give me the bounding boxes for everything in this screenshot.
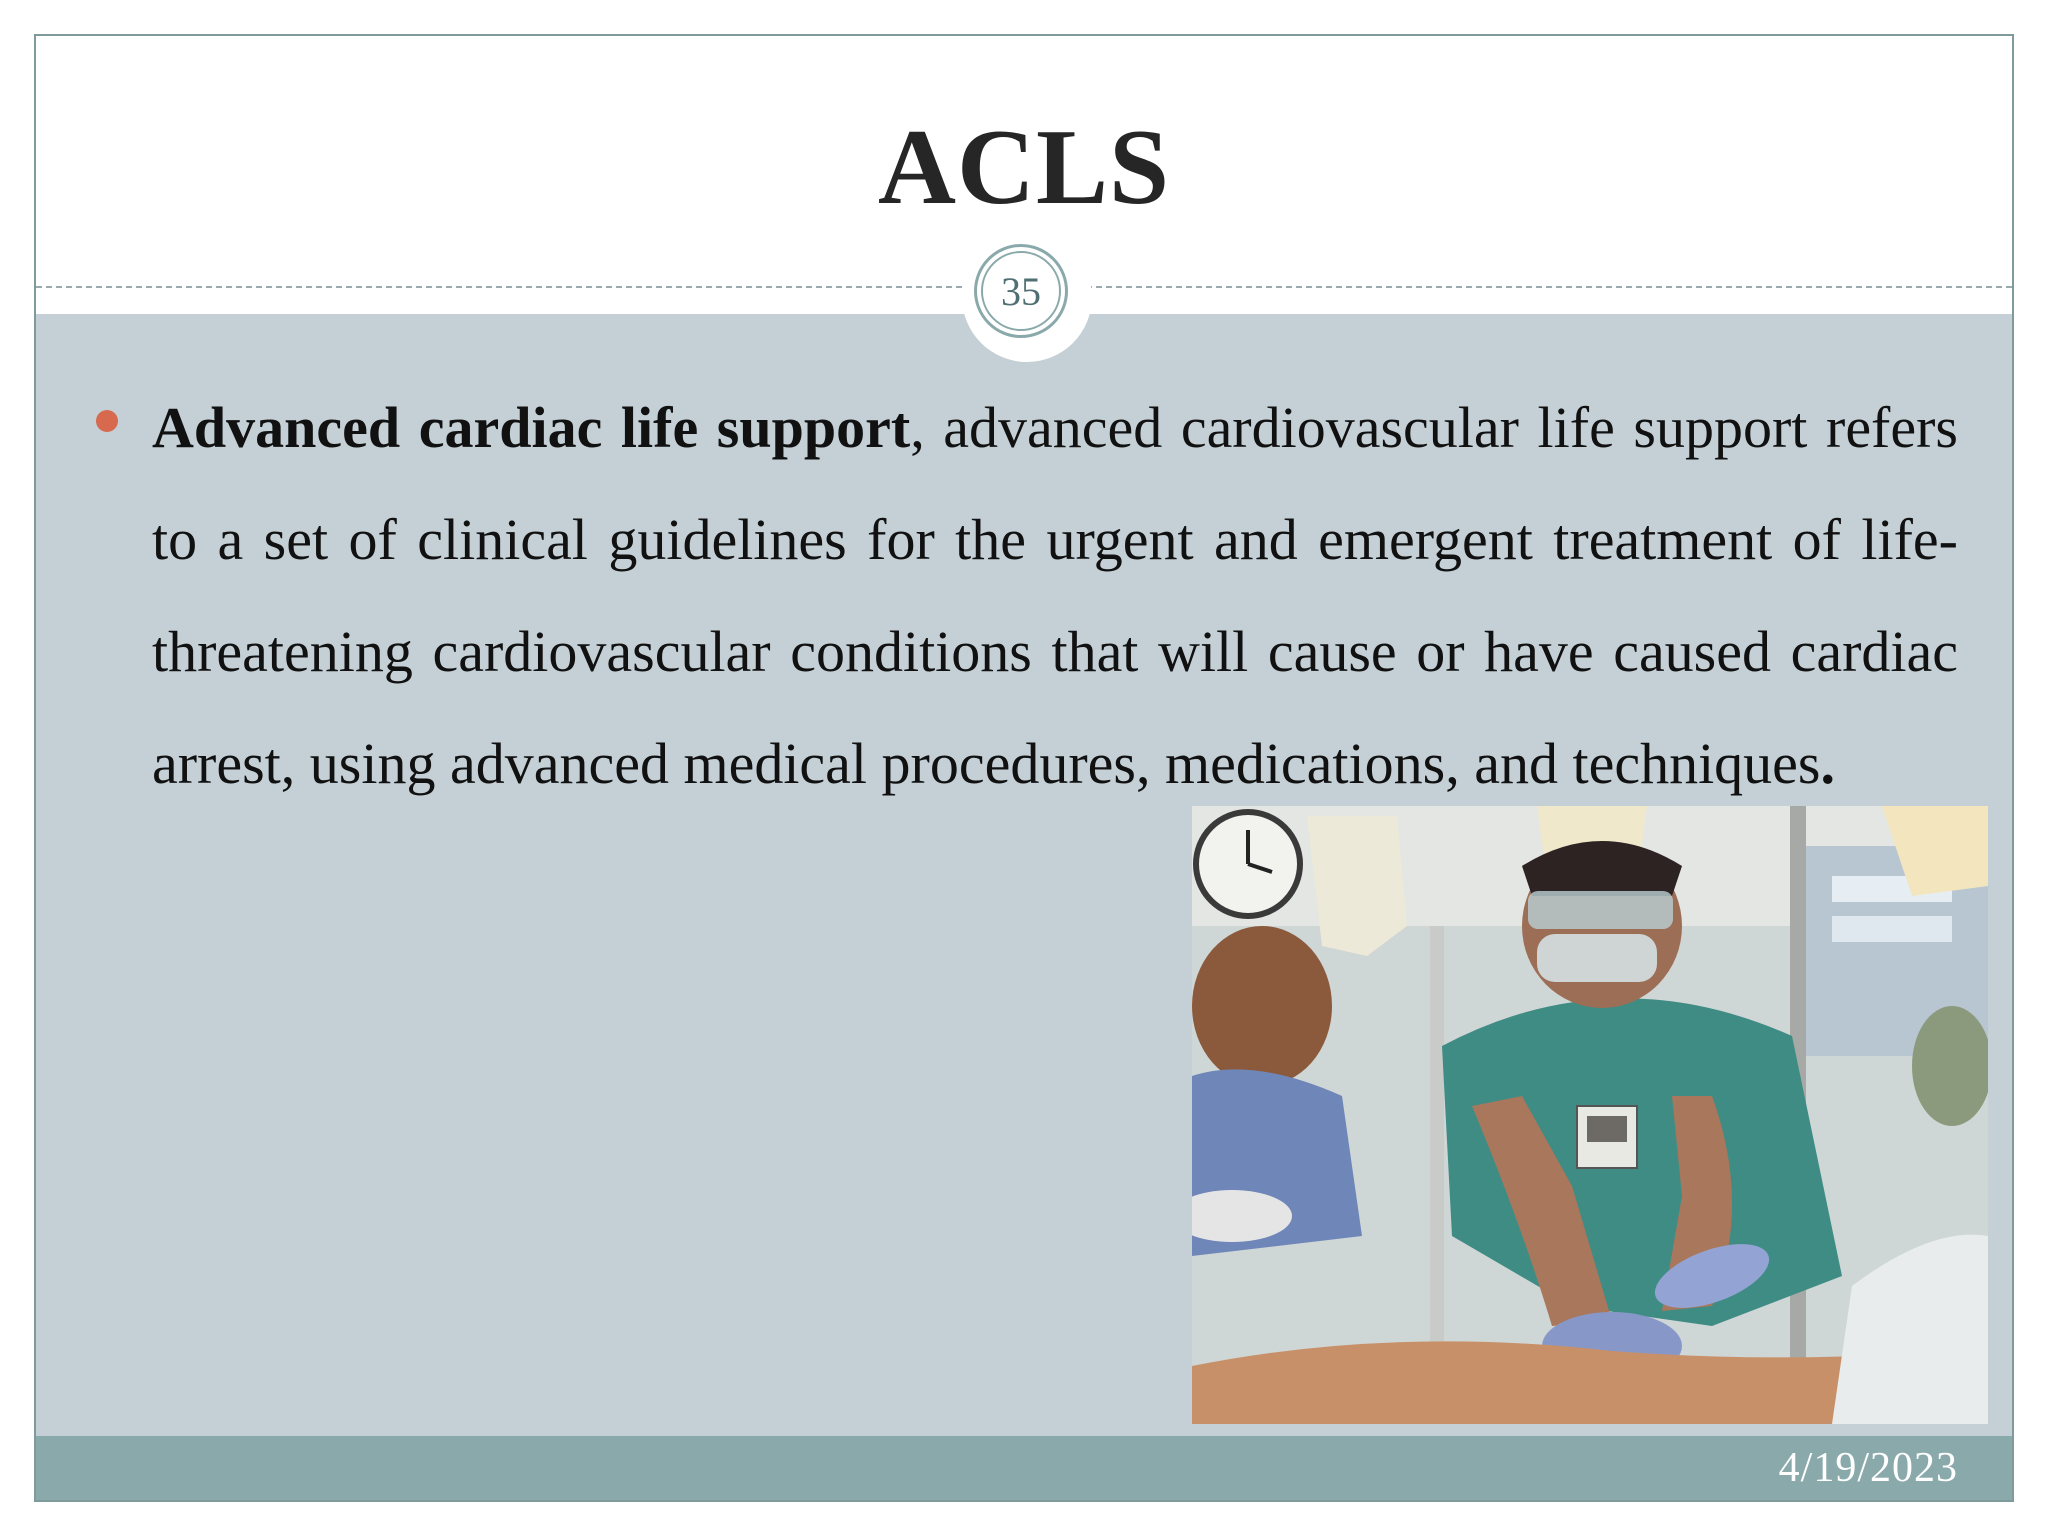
cpr-photo: [1192, 806, 1988, 1424]
slide-date: 4/19/2023: [1778, 1445, 1958, 1491]
bullet-end-text: .: [1820, 731, 1835, 796]
bullet-lead-text: Advanced cardiac life support: [152, 395, 911, 460]
slide: [34, 34, 2014, 1502]
page-number: 35: [974, 244, 1068, 338]
footer-band: [36, 1436, 2012, 1502]
bullet-icon: [96, 410, 118, 432]
slide-title: ACLS: [877, 108, 1171, 227]
bullet-body-text: , advanced cardiovascular life support refers to a set of clinical guidelines for the urgent and emergent treatment of life-threatening cardiovascular conditions that will cause or have caused cardiac arrest, using advanced medical procedures, medications, and techniques: [152, 395, 1959, 796]
page-number-badge: [962, 232, 1092, 362]
bullet-paragraph: [152, 372, 1958, 820]
